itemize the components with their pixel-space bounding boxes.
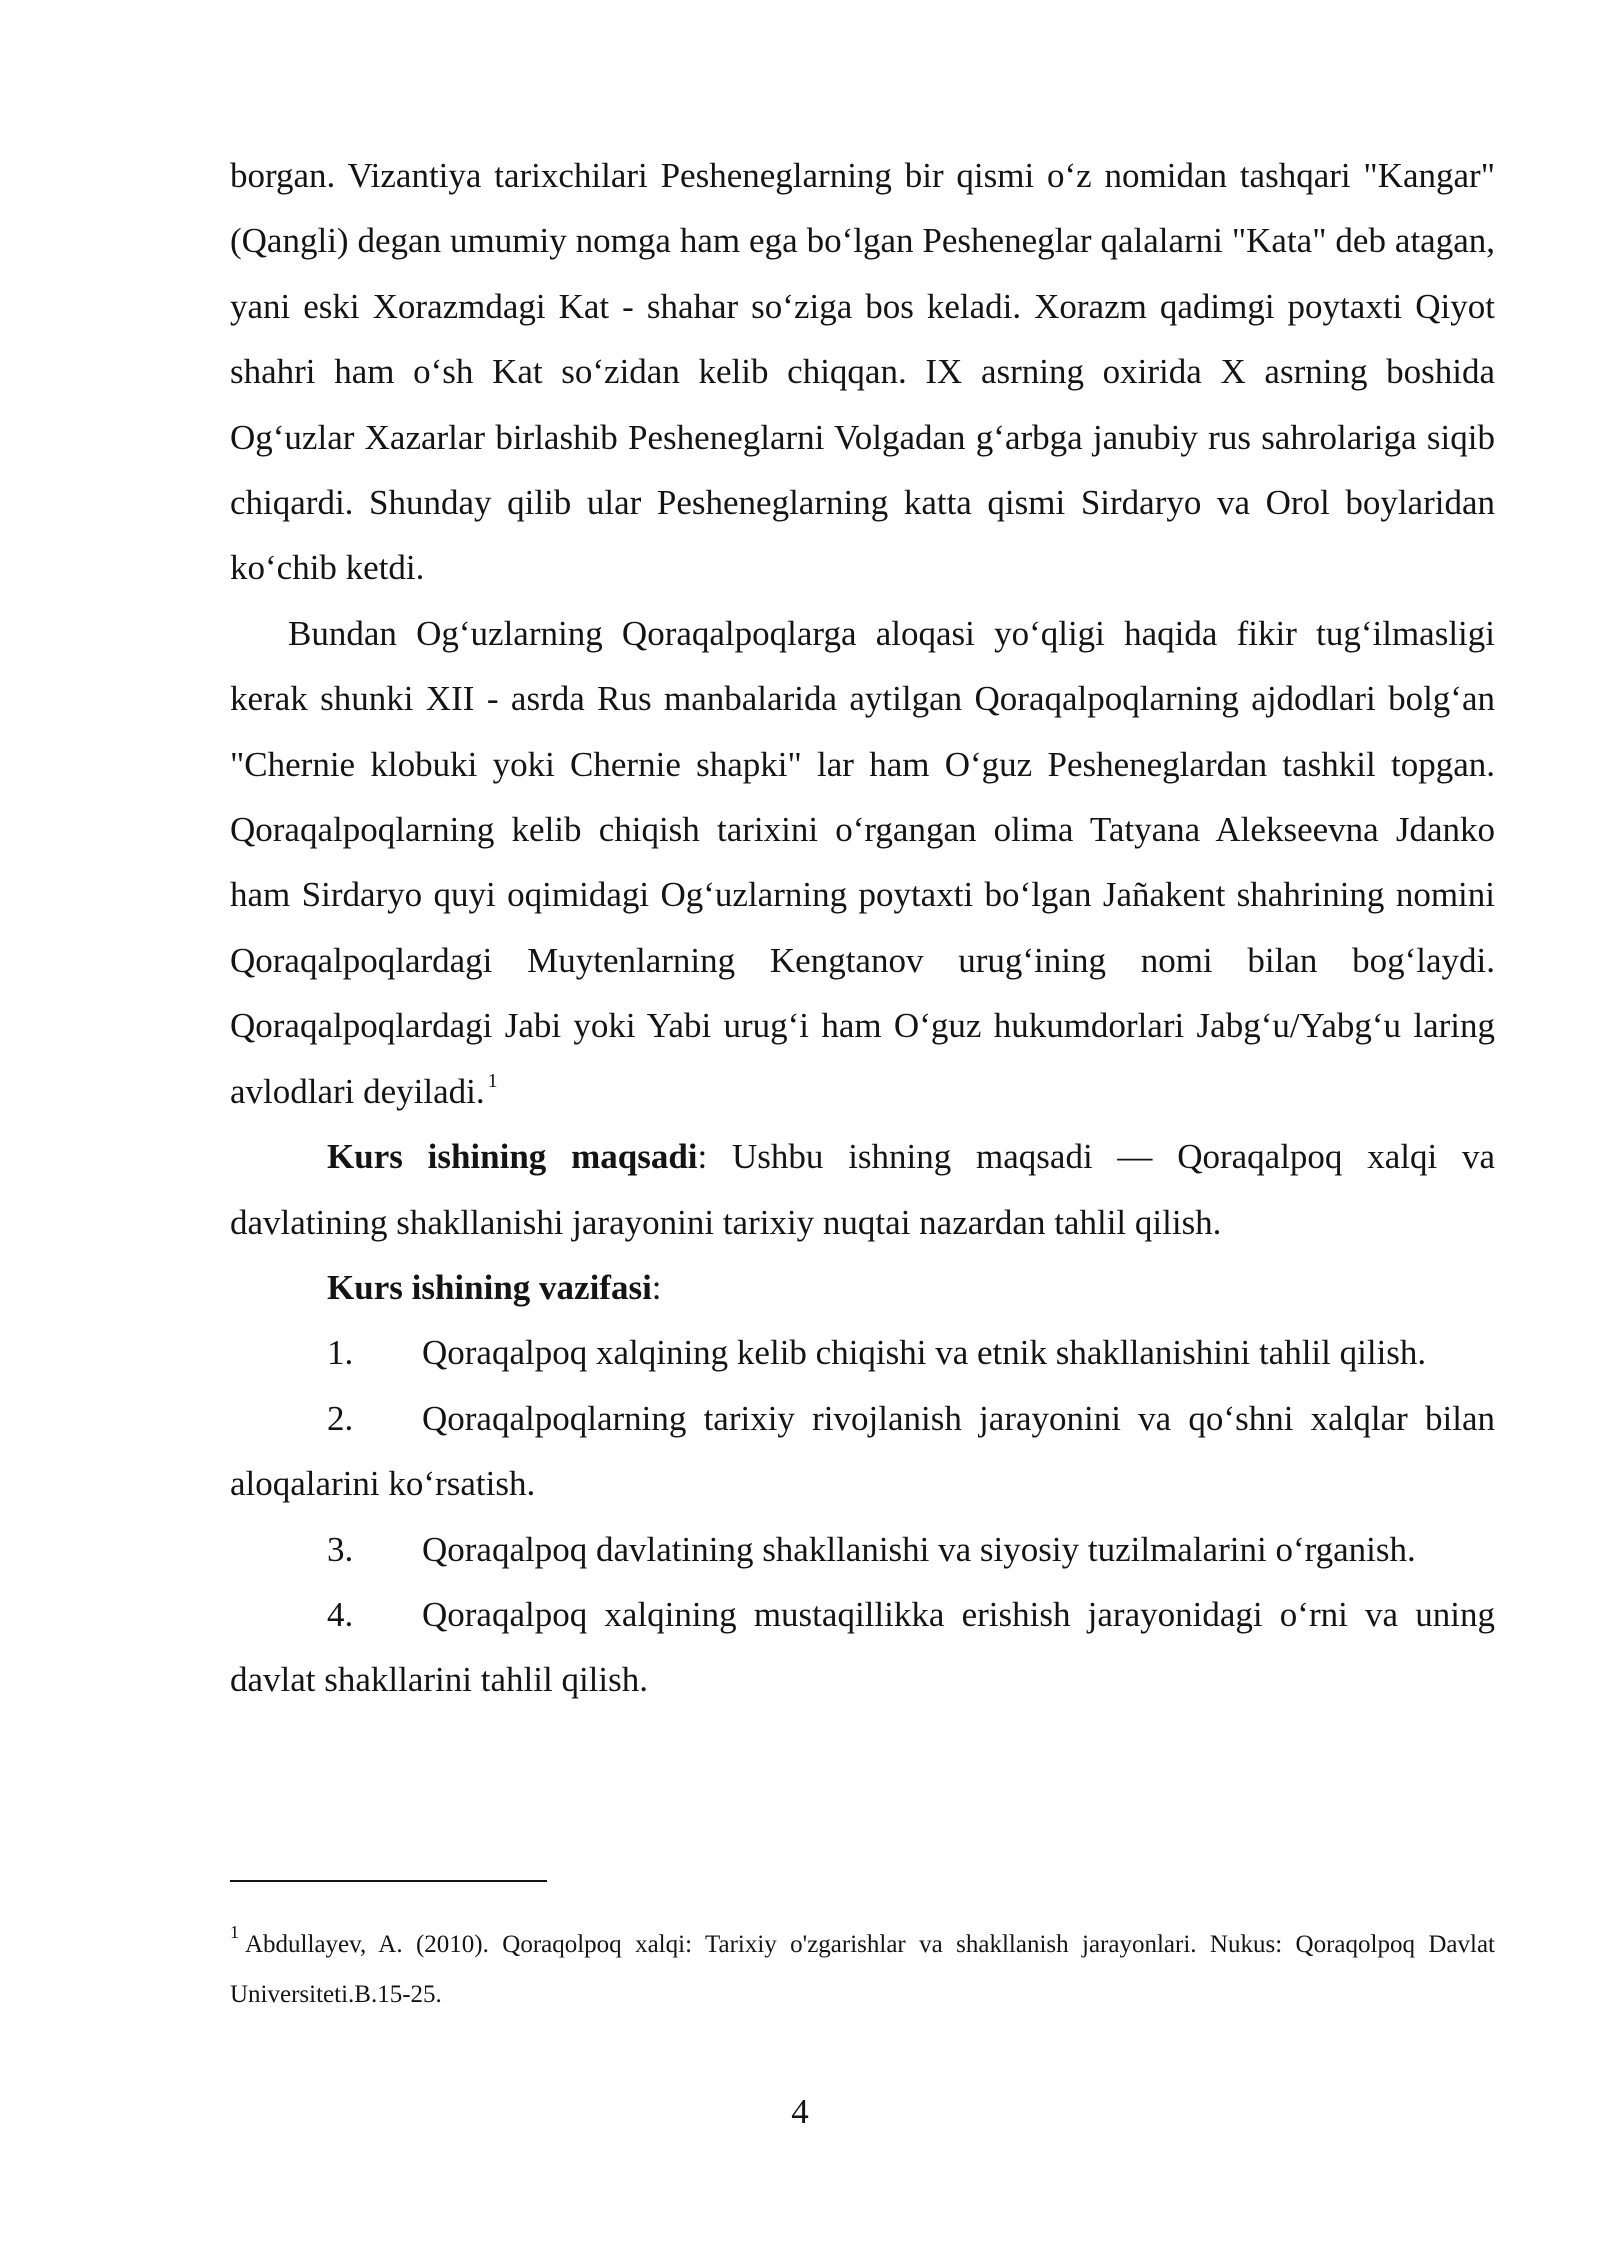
footnote-text: Abdullayev, A. (2010). Qoraqolpoq xalqi: Tarixiy o'zgarishlar va shakllanish jarayonlari. Nukus: Qoraqolpoq Davlat Universiteti.B.15-25.: [230, 1931, 1495, 2008]
goal-label: Kurs ishining maqsadi: [327, 1137, 698, 1177]
tasks-label: Kurs ishining vazifasi: [327, 1267, 652, 1307]
footnote-reference[interactable]: 1: [487, 1069, 498, 1092]
list-item-number: 3.: [327, 1529, 354, 1569]
page-number: 4: [791, 2092, 809, 2131]
footnote-number: 1: [230, 1922, 239, 1942]
list-item-text: Qoraqalpoqlarning tarixiy rivojlanish jarayonini va qo‘shni xalqlar bilan aloqalarini ko‘rsatish.: [230, 1398, 1495, 1504]
paragraph-pesheneglar: borgan. Vizantiya tarixchilari Pesheneglarning bir qismi o‘z nomidan tashqari "Kangar" (Qangli) degan umumiy nomga ham ega bo‘lgan Pesheneglar qalalarni "Kata" deb atagan, yani eski Xorazmdagi Kat - shahar so‘ziga bos keladi. Xorazm qadimgi poytaxti Qiyot shahri ham o‘sh Kat so‘zidan kelib chiqqan. IX asrning oxirida X asrning boshida Og‘uzlar Xazarlar birlashib Pesheneglarni Volgadan g‘arbga janubiy rus sahrolariga siqib chiqardi. Shunday qilib ular Pesheneglarning katta qismi Sirdaryo va Orol boylaridan ko‘chib ketdi.: [230, 156, 1495, 588]
list-item-text: Qoraqalpoq davlatining shakllanishi va siyosiy tuzilmalarini o‘rganish.: [422, 1529, 1416, 1569]
footnote: [230, 1920, 1495, 2020]
tasks-heading: [230, 1255, 1495, 1320]
list-item-number: 2.: [327, 1398, 354, 1438]
goal-text: Ushbu ishning maqsadi — Qoraqalpoq xalqi va davlatining shakllanishi jarayonini tarixiy nuqtai nazardan tahlil qilish.: [230, 1137, 1495, 1242]
paragraph-oguzlar: [230, 601, 1495, 1124]
goal-colon: :: [697, 1137, 708, 1177]
list-item-number: 1.: [327, 1333, 354, 1373]
list-item-text: Qoraqalpoq xalqining kelib chiqishi va etnik shakllanishini tahlil qilish.: [422, 1333, 1427, 1373]
list-item: [230, 1386, 1495, 1517]
list-item: [230, 1517, 1495, 1582]
list-item-text: Qoraqalpoq xalqining mustaqillikka erishish jarayonidagi o‘rni va uning davlat shakllarini tahlil qilish.: [230, 1594, 1495, 1700]
body-text: [230, 143, 1495, 1713]
footnote-separator: [230, 1880, 547, 1882]
tasks-colon: :: [651, 1267, 662, 1307]
paragraph-goal: [230, 1124, 1495, 1255]
list-item: [230, 1320, 1495, 1385]
list-item: [230, 1582, 1495, 1713]
paragraph-oguzlar-text: Bundan Og‘uzlarning Qoraqalpoqlarga aloqasi yo‘qligi haqida fikir tug‘ilmasligi kerak shunki XII - asrda Rus manbalarida aytilgan Qoraqalpoqlarning ajdodlari bolg‘an "Chernie klobuki yoki Chernie shapki" lar ham O‘guz Pesheneglardan tashkil topgan. Qoraqalpoqlarning kelib chiqish tarixini o‘rgangan olima Tatyana Alekseevna Jdanko ham Sirdaryo quyi oqimidagi Og‘uzlarning poytaxti bo‘lgan Jañakent shahrining nomini Qoraqalpoqlardagi Muytenlarning Kengtanov urug‘ining nomi bilan bog‘laydi. Qoraqalpoqlardagi Jabi yoki Yabi urug‘i ham O‘guz hukumdorlari Jabg‘u/Yabg‘u laring avlodlari deyiladi.: [230, 613, 1495, 1111]
list-item-number: 4.: [327, 1594, 354, 1634]
